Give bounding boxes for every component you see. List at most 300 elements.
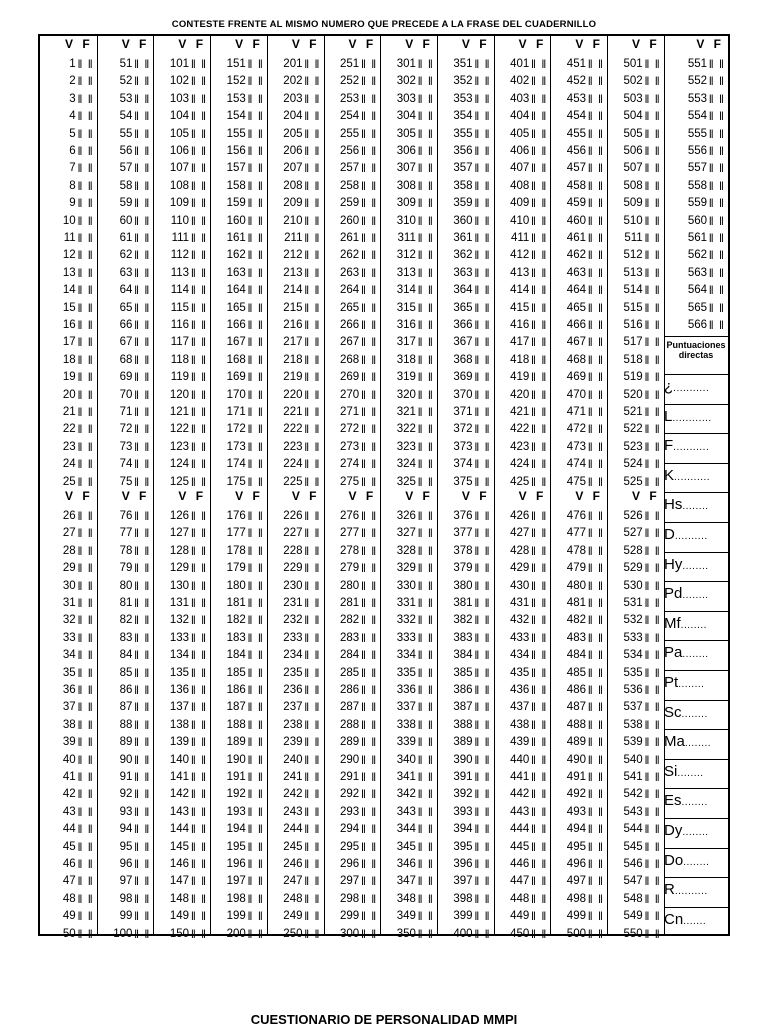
answer-boxes[interactable]: ‖ ‖ bbox=[531, 926, 548, 941]
answer-boxes[interactable]: ‖ ‖ bbox=[531, 300, 548, 315]
answer-boxes[interactable]: ‖ ‖ bbox=[587, 770, 604, 784]
answer-boxes[interactable]: ‖ ‖ bbox=[134, 735, 151, 750]
answer-boxes[interactable]: ‖ ‖ bbox=[247, 926, 264, 941]
answer-boxes[interactable]: ‖ ‖ bbox=[304, 804, 321, 819]
answer-boxes[interactable]: ‖ ‖ bbox=[531, 909, 548, 924]
answer-boxes[interactable]: ‖ ‖ bbox=[644, 57, 661, 71]
answer-boxes[interactable]: ‖ ‖ bbox=[644, 74, 661, 89]
answer-boxes[interactable]: ‖ ‖ bbox=[304, 596, 321, 610]
answer-boxes[interactable]: ‖ ‖ bbox=[134, 770, 151, 784]
answer-boxes[interactable]: ‖ ‖ bbox=[644, 335, 661, 350]
answer-boxes[interactable]: ‖ ‖ bbox=[708, 178, 725, 193]
score-blank[interactable]: ........ bbox=[681, 797, 708, 809]
answer-boxes[interactable]: ‖ ‖ bbox=[190, 439, 208, 454]
answer-boxes[interactable]: ‖ ‖ bbox=[644, 318, 661, 332]
answer-boxes[interactable]: ‖ ‖ bbox=[644, 874, 661, 889]
answer-boxes[interactable]: ‖ ‖ bbox=[474, 213, 491, 228]
answer-boxes[interactable]: ‖ ‖ bbox=[134, 891, 151, 906]
score-blank[interactable]: ............ bbox=[672, 412, 712, 424]
answer-boxes[interactable]: ‖ ‖ bbox=[474, 352, 491, 367]
answer-boxes[interactable]: ‖ ‖ bbox=[190, 630, 208, 645]
answer-boxes[interactable]: ‖ ‖ bbox=[587, 457, 604, 472]
answer-boxes[interactable]: ‖ ‖ bbox=[587, 543, 604, 558]
answer-boxes[interactable]: ‖ ‖ bbox=[190, 857, 208, 871]
answer-boxes[interactable]: ‖ ‖ bbox=[531, 109, 548, 124]
answer-boxes[interactable]: ‖ ‖ bbox=[134, 857, 151, 871]
answer-boxes[interactable]: ‖ ‖ bbox=[474, 126, 491, 141]
answer-boxes[interactable]: ‖ ‖ bbox=[304, 57, 321, 71]
answer-boxes[interactable]: ‖ ‖ bbox=[247, 787, 264, 802]
answer-boxes[interactable]: ‖ ‖ bbox=[708, 126, 725, 141]
answer-boxes[interactable]: ‖ ‖ bbox=[474, 248, 491, 263]
score-blank[interactable]: ........ bbox=[682, 560, 709, 572]
answer-boxes[interactable]: ‖ ‖ bbox=[77, 318, 94, 332]
answer-boxes[interactable]: ‖ ‖ bbox=[531, 161, 548, 176]
answer-boxes[interactable]: ‖ ‖ bbox=[247, 613, 264, 628]
answer-boxes[interactable]: ‖ ‖ bbox=[247, 665, 264, 680]
answer-boxes[interactable]: ‖ ‖ bbox=[77, 91, 94, 106]
answer-boxes[interactable]: ‖ ‖ bbox=[360, 509, 378, 523]
answer-boxes[interactable]: ‖ ‖ bbox=[134, 874, 151, 889]
answer-boxes[interactable]: ‖ ‖ bbox=[77, 926, 94, 941]
answer-boxes[interactable]: ‖ ‖ bbox=[474, 630, 491, 645]
answer-boxes[interactable]: ‖ ‖ bbox=[190, 909, 208, 924]
answer-boxes[interactable]: ‖ ‖ bbox=[134, 109, 151, 124]
answer-boxes[interactable]: ‖ ‖ bbox=[190, 109, 208, 124]
answer-boxes[interactable]: ‖ ‖ bbox=[304, 770, 321, 784]
answer-boxes[interactable]: ‖ ‖ bbox=[134, 457, 151, 472]
answer-boxes[interactable]: ‖ ‖ bbox=[134, 422, 151, 437]
answer-boxes[interactable]: ‖ ‖ bbox=[304, 161, 321, 176]
answer-boxes[interactable]: ‖ ‖ bbox=[417, 283, 434, 298]
answer-boxes[interactable]: ‖ ‖ bbox=[474, 787, 491, 802]
score-field[interactable] bbox=[664, 525, 726, 547]
answer-boxes[interactable]: ‖ ‖ bbox=[474, 665, 491, 680]
answer-boxes[interactable]: ‖ ‖ bbox=[417, 352, 434, 367]
answer-boxes[interactable]: ‖ ‖ bbox=[134, 370, 151, 385]
answer-boxes[interactable]: ‖ ‖ bbox=[474, 874, 491, 889]
answer-boxes[interactable]: ‖ ‖ bbox=[304, 439, 321, 454]
answer-boxes[interactable]: ‖ ‖ bbox=[304, 857, 321, 871]
answer-boxes[interactable]: ‖ ‖ bbox=[134, 474, 151, 489]
answer-boxes[interactable]: ‖ ‖ bbox=[77, 248, 94, 263]
answer-boxes[interactable]: ‖ ‖ bbox=[77, 787, 94, 802]
answer-boxes[interactable]: ‖ ‖ bbox=[644, 422, 661, 437]
answer-boxes[interactable]: ‖ ‖ bbox=[190, 126, 208, 141]
answer-boxes[interactable]: ‖ ‖ bbox=[644, 126, 661, 141]
score-field[interactable] bbox=[664, 377, 726, 399]
answer-boxes[interactable]: ‖ ‖ bbox=[417, 543, 434, 558]
answer-boxes[interactable]: ‖ ‖ bbox=[474, 509, 491, 523]
answer-boxes[interactable]: ‖ ‖ bbox=[644, 700, 661, 715]
answer-boxes[interactable]: ‖ ‖ bbox=[644, 648, 661, 663]
answer-boxes[interactable]: ‖ ‖ bbox=[531, 196, 548, 211]
answer-boxes[interactable]: ‖ ‖ bbox=[77, 857, 94, 871]
answer-boxes[interactable]: ‖ ‖ bbox=[417, 926, 434, 941]
answer-boxes[interactable]: ‖ ‖ bbox=[77, 717, 94, 732]
answer-boxes[interactable]: ‖ ‖ bbox=[134, 144, 151, 158]
answer-boxes[interactable]: ‖ ‖ bbox=[190, 318, 208, 332]
answer-boxes[interactable]: ‖ ‖ bbox=[134, 700, 151, 715]
answer-boxes[interactable]: ‖ ‖ bbox=[304, 822, 321, 837]
answer-boxes[interactable]: ‖ ‖ bbox=[360, 613, 378, 628]
score-blank[interactable]: ........ bbox=[682, 590, 709, 602]
answer-boxes[interactable]: ‖ ‖ bbox=[708, 57, 725, 71]
answer-boxes[interactable]: ‖ ‖ bbox=[77, 161, 94, 176]
answer-boxes[interactable]: ‖ ‖ bbox=[587, 318, 604, 332]
answer-boxes[interactable]: ‖ ‖ bbox=[417, 665, 434, 680]
answer-boxes[interactable]: ‖ ‖ bbox=[417, 683, 434, 697]
answer-boxes[interactable]: ‖ ‖ bbox=[417, 161, 434, 176]
answer-boxes[interactable]: ‖ ‖ bbox=[531, 509, 548, 523]
answer-boxes[interactable]: ‖ ‖ bbox=[134, 283, 151, 298]
answer-boxes[interactable]: ‖ ‖ bbox=[360, 909, 378, 924]
answer-boxes[interactable]: ‖ ‖ bbox=[190, 526, 208, 541]
answer-boxes[interactable]: ‖ ‖ bbox=[77, 509, 94, 523]
answer-boxes[interactable]: ‖ ‖ bbox=[304, 839, 321, 854]
answer-boxes[interactable]: ‖ ‖ bbox=[247, 526, 264, 541]
answer-boxes[interactable]: ‖ ‖ bbox=[247, 561, 264, 576]
answer-boxes[interactable]: ‖ ‖ bbox=[587, 57, 604, 71]
answer-boxes[interactable]: ‖ ‖ bbox=[474, 561, 491, 576]
answer-boxes[interactable]: ‖ ‖ bbox=[417, 822, 434, 837]
answer-boxes[interactable]: ‖ ‖ bbox=[190, 474, 208, 489]
answer-boxes[interactable]: ‖ ‖ bbox=[360, 126, 378, 141]
answer-boxes[interactable]: ‖ ‖ bbox=[134, 665, 151, 680]
answer-boxes[interactable]: ‖ ‖ bbox=[77, 665, 94, 680]
answer-boxes[interactable]: ‖ ‖ bbox=[360, 178, 378, 193]
answer-boxes[interactable]: ‖ ‖ bbox=[708, 91, 725, 106]
answer-boxes[interactable]: ‖ ‖ bbox=[360, 839, 378, 854]
answer-boxes[interactable]: ‖ ‖ bbox=[587, 857, 604, 871]
answer-boxes[interactable]: ‖ ‖ bbox=[304, 735, 321, 750]
answer-boxes[interactable]: ‖ ‖ bbox=[304, 561, 321, 576]
answer-boxes[interactable]: ‖ ‖ bbox=[247, 196, 264, 211]
answer-boxes[interactable]: ‖ ‖ bbox=[474, 91, 491, 106]
answer-boxes[interactable]: ‖ ‖ bbox=[247, 909, 264, 924]
answer-boxes[interactable]: ‖ ‖ bbox=[134, 752, 151, 767]
answer-boxes[interactable]: ‖ ‖ bbox=[644, 752, 661, 767]
answer-boxes[interactable]: ‖ ‖ bbox=[247, 543, 264, 558]
answer-boxes[interactable]: ‖ ‖ bbox=[474, 283, 491, 298]
answer-boxes[interactable]: ‖ ‖ bbox=[134, 683, 151, 697]
answer-boxes[interactable]: ‖ ‖ bbox=[247, 91, 264, 106]
answer-boxes[interactable]: ‖ ‖ bbox=[134, 804, 151, 819]
answer-boxes[interactable]: ‖ ‖ bbox=[587, 265, 604, 280]
answer-boxes[interactable]: ‖ ‖ bbox=[190, 683, 208, 697]
answer-boxes[interactable]: ‖ ‖ bbox=[531, 717, 548, 732]
answer-boxes[interactable]: ‖ ‖ bbox=[247, 422, 264, 437]
score-field[interactable] bbox=[664, 791, 726, 813]
answer-boxes[interactable]: ‖ ‖ bbox=[190, 335, 208, 350]
answer-boxes[interactable]: ‖ ‖ bbox=[304, 543, 321, 558]
answer-boxes[interactable]: ‖ ‖ bbox=[644, 300, 661, 315]
answer-boxes[interactable]: ‖ ‖ bbox=[304, 318, 321, 332]
answer-boxes[interactable]: ‖ ‖ bbox=[190, 613, 208, 628]
answer-boxes[interactable]: ‖ ‖ bbox=[190, 387, 208, 402]
answer-boxes[interactable]: ‖ ‖ bbox=[304, 144, 321, 158]
answer-boxes[interactable]: ‖ ‖ bbox=[77, 578, 94, 593]
answer-boxes[interactable]: ‖ ‖ bbox=[417, 891, 434, 906]
answer-boxes[interactable]: ‖ ‖ bbox=[531, 543, 548, 558]
answer-boxes[interactable]: ‖ ‖ bbox=[531, 178, 548, 193]
answer-boxes[interactable]: ‖ ‖ bbox=[360, 770, 378, 784]
answer-boxes[interactable]: ‖ ‖ bbox=[474, 578, 491, 593]
answer-boxes[interactable]: ‖ ‖ bbox=[304, 126, 321, 141]
answer-boxes[interactable]: ‖ ‖ bbox=[134, 248, 151, 263]
answer-boxes[interactable]: ‖ ‖ bbox=[77, 213, 94, 228]
score-blank[interactable]: ........ bbox=[682, 501, 709, 513]
answer-boxes[interactable]: ‖ ‖ bbox=[77, 596, 94, 610]
answer-boxes[interactable]: ‖ ‖ bbox=[708, 196, 725, 211]
answer-boxes[interactable]: ‖ ‖ bbox=[134, 648, 151, 663]
answer-boxes[interactable]: ‖ ‖ bbox=[247, 874, 264, 889]
answer-boxes[interactable]: ‖ ‖ bbox=[474, 613, 491, 628]
answer-boxes[interactable]: ‖ ‖ bbox=[77, 770, 94, 784]
score-blank[interactable]: ........ bbox=[681, 708, 708, 720]
answer-boxes[interactable]: ‖ ‖ bbox=[190, 248, 208, 263]
answer-boxes[interactable]: ‖ ‖ bbox=[360, 196, 378, 211]
answer-boxes[interactable]: ‖ ‖ bbox=[417, 178, 434, 193]
answer-boxes[interactable]: ‖ ‖ bbox=[531, 648, 548, 663]
answer-boxes[interactable]: ‖ ‖ bbox=[474, 909, 491, 924]
answer-boxes[interactable]: ‖ ‖ bbox=[304, 509, 321, 523]
answer-boxes[interactable]: ‖ ‖ bbox=[531, 231, 548, 245]
answer-boxes[interactable]: ‖ ‖ bbox=[474, 474, 491, 489]
answer-boxes[interactable]: ‖ ‖ bbox=[531, 74, 548, 89]
answer-boxes[interactable]: ‖ ‖ bbox=[304, 231, 321, 245]
answer-boxes[interactable]: ‖ ‖ bbox=[360, 700, 378, 715]
answer-boxes[interactable]: ‖ ‖ bbox=[587, 370, 604, 385]
answer-boxes[interactable]: ‖ ‖ bbox=[587, 926, 604, 941]
answer-boxes[interactable]: ‖ ‖ bbox=[587, 161, 604, 176]
answer-boxes[interactable]: ‖ ‖ bbox=[417, 578, 434, 593]
answer-boxes[interactable]: ‖ ‖ bbox=[531, 665, 548, 680]
answer-boxes[interactable]: ‖ ‖ bbox=[134, 161, 151, 176]
answer-boxes[interactable]: ‖ ‖ bbox=[644, 770, 661, 784]
answer-boxes[interactable]: ‖ ‖ bbox=[531, 387, 548, 402]
answer-boxes[interactable]: ‖ ‖ bbox=[190, 422, 208, 437]
answer-boxes[interactable]: ‖ ‖ bbox=[360, 405, 378, 419]
answer-boxes[interactable]: ‖ ‖ bbox=[134, 717, 151, 732]
score-blank[interactable]: ........ bbox=[677, 767, 704, 779]
answer-boxes[interactable]: ‖ ‖ bbox=[360, 665, 378, 680]
answer-boxes[interactable]: ‖ ‖ bbox=[304, 370, 321, 385]
answer-boxes[interactable]: ‖ ‖ bbox=[644, 926, 661, 941]
answer-boxes[interactable]: ‖ ‖ bbox=[531, 752, 548, 767]
answer-boxes[interactable]: ‖ ‖ bbox=[587, 717, 604, 732]
answer-boxes[interactable]: ‖ ‖ bbox=[417, 509, 434, 523]
answer-boxes[interactable]: ‖ ‖ bbox=[587, 91, 604, 106]
answer-boxes[interactable]: ‖ ‖ bbox=[247, 770, 264, 784]
answer-boxes[interactable]: ‖ ‖ bbox=[304, 717, 321, 732]
answer-boxes[interactable]: ‖ ‖ bbox=[77, 474, 94, 489]
answer-boxes[interactable]: ‖ ‖ bbox=[247, 474, 264, 489]
answer-boxes[interactable]: ‖ ‖ bbox=[304, 630, 321, 645]
answer-boxes[interactable]: ‖ ‖ bbox=[190, 265, 208, 280]
score-blank[interactable]: ........ bbox=[682, 827, 709, 838]
answer-boxes[interactable]: ‖ ‖ bbox=[134, 231, 151, 245]
answer-boxes[interactable]: ‖ ‖ bbox=[360, 57, 378, 71]
answer-boxes[interactable]: ‖ ‖ bbox=[134, 613, 151, 628]
answer-boxes[interactable]: ‖ ‖ bbox=[360, 717, 378, 732]
answer-boxes[interactable]: ‖ ‖ bbox=[531, 352, 548, 367]
answer-boxes[interactable]: ‖ ‖ bbox=[247, 213, 264, 228]
answer-boxes[interactable]: ‖ ‖ bbox=[190, 509, 208, 523]
answer-boxes[interactable]: ‖ ‖ bbox=[708, 300, 725, 315]
answer-boxes[interactable]: ‖ ‖ bbox=[77, 231, 94, 245]
answer-boxes[interactable]: ‖ ‖ bbox=[360, 370, 378, 385]
answer-boxes[interactable]: ‖ ‖ bbox=[190, 717, 208, 732]
answer-boxes[interactable]: ‖ ‖ bbox=[587, 387, 604, 402]
answer-boxes[interactable]: ‖ ‖ bbox=[531, 335, 548, 350]
answer-boxes[interactable]: ‖ ‖ bbox=[247, 178, 264, 193]
answer-boxes[interactable]: ‖ ‖ bbox=[77, 178, 94, 193]
answer-boxes[interactable]: ‖ ‖ bbox=[474, 144, 491, 158]
answer-boxes[interactable]: ‖ ‖ bbox=[134, 178, 151, 193]
answer-boxes[interactable]: ‖ ‖ bbox=[417, 370, 434, 385]
answer-boxes[interactable]: ‖ ‖ bbox=[531, 91, 548, 106]
answer-boxes[interactable]: ‖ ‖ bbox=[417, 387, 434, 402]
answer-boxes[interactable]: ‖ ‖ bbox=[190, 665, 208, 680]
answer-boxes[interactable]: ‖ ‖ bbox=[77, 683, 94, 697]
answer-boxes[interactable]: ‖ ‖ bbox=[531, 422, 548, 437]
answer-boxes[interactable]: ‖ ‖ bbox=[190, 926, 208, 941]
answer-boxes[interactable]: ‖ ‖ bbox=[134, 335, 151, 350]
answer-boxes[interactable]: ‖ ‖ bbox=[360, 787, 378, 802]
answer-boxes[interactable]: ‖ ‖ bbox=[417, 735, 434, 750]
answer-boxes[interactable]: ‖ ‖ bbox=[474, 265, 491, 280]
answer-boxes[interactable]: ‖ ‖ bbox=[644, 405, 661, 419]
answer-boxes[interactable]: ‖ ‖ bbox=[247, 735, 264, 750]
answer-boxes[interactable]: ‖ ‖ bbox=[247, 596, 264, 610]
answer-boxes[interactable]: ‖ ‖ bbox=[417, 109, 434, 124]
answer-boxes[interactable]: ‖ ‖ bbox=[360, 439, 378, 454]
answer-boxes[interactable]: ‖ ‖ bbox=[417, 91, 434, 106]
answer-boxes[interactable]: ‖ ‖ bbox=[247, 248, 264, 263]
answer-boxes[interactable]: ‖ ‖ bbox=[360, 891, 378, 906]
answer-boxes[interactable]: ‖ ‖ bbox=[587, 804, 604, 819]
answer-boxes[interactable]: ‖ ‖ bbox=[360, 578, 378, 593]
answer-boxes[interactable]: ‖ ‖ bbox=[417, 196, 434, 211]
answer-boxes[interactable]: ‖ ‖ bbox=[417, 717, 434, 732]
answer-boxes[interactable]: ‖ ‖ bbox=[360, 874, 378, 889]
answer-boxes[interactable]: ‖ ‖ bbox=[134, 543, 151, 558]
answer-boxes[interactable]: ‖ ‖ bbox=[474, 543, 491, 558]
answer-boxes[interactable]: ‖ ‖ bbox=[417, 857, 434, 871]
answer-boxes[interactable]: ‖ ‖ bbox=[247, 822, 264, 837]
score-field[interactable] bbox=[664, 910, 726, 932]
answer-boxes[interactable]: ‖ ‖ bbox=[708, 144, 725, 158]
answer-boxes[interactable]: ‖ ‖ bbox=[417, 74, 434, 89]
answer-boxes[interactable]: ‖ ‖ bbox=[417, 839, 434, 854]
answer-boxes[interactable]: ‖ ‖ bbox=[644, 665, 661, 680]
answer-boxes[interactable]: ‖ ‖ bbox=[77, 543, 94, 558]
answer-boxes[interactable]: ‖ ‖ bbox=[304, 683, 321, 697]
answer-boxes[interactable]: ‖ ‖ bbox=[708, 161, 725, 176]
answer-boxes[interactable]: ‖ ‖ bbox=[360, 74, 378, 89]
score-field[interactable] bbox=[664, 495, 726, 517]
answer-boxes[interactable]: ‖ ‖ bbox=[531, 630, 548, 645]
answer-boxes[interactable]: ‖ ‖ bbox=[247, 405, 264, 419]
answer-boxes[interactable]: ‖ ‖ bbox=[360, 248, 378, 263]
answer-boxes[interactable]: ‖ ‖ bbox=[134, 405, 151, 419]
answer-boxes[interactable]: ‖ ‖ bbox=[247, 509, 264, 523]
answer-boxes[interactable]: ‖ ‖ bbox=[417, 335, 434, 350]
answer-boxes[interactable]: ‖ ‖ bbox=[531, 891, 548, 906]
answer-boxes[interactable]: ‖ ‖ bbox=[247, 283, 264, 298]
answer-boxes[interactable]: ‖ ‖ bbox=[190, 57, 208, 71]
answer-boxes[interactable]: ‖ ‖ bbox=[304, 335, 321, 350]
score-blank[interactable]: ........... bbox=[673, 383, 710, 394]
answer-boxes[interactable]: ‖ ‖ bbox=[247, 457, 264, 472]
answer-boxes[interactable]: ‖ ‖ bbox=[587, 352, 604, 367]
answer-boxes[interactable]: ‖ ‖ bbox=[247, 144, 264, 158]
answer-boxes[interactable]: ‖ ‖ bbox=[77, 613, 94, 628]
answer-boxes[interactable]: ‖ ‖ bbox=[531, 457, 548, 472]
answer-boxes[interactable]: ‖ ‖ bbox=[587, 909, 604, 924]
answer-boxes[interactable]: ‖ ‖ bbox=[77, 439, 94, 454]
score-blank[interactable]: ........ bbox=[684, 738, 712, 750]
answer-boxes[interactable]: ‖ ‖ bbox=[77, 300, 94, 315]
answer-boxes[interactable]: ‖ ‖ bbox=[417, 265, 434, 280]
answer-boxes[interactable]: ‖ ‖ bbox=[587, 630, 604, 645]
answer-boxes[interactable]: ‖ ‖ bbox=[417, 526, 434, 541]
answer-boxes[interactable]: ‖ ‖ bbox=[190, 787, 208, 802]
answer-boxes[interactable]: ‖ ‖ bbox=[134, 126, 151, 141]
answer-boxes[interactable]: ‖ ‖ bbox=[77, 109, 94, 124]
answer-boxes[interactable]: ‖ ‖ bbox=[247, 717, 264, 732]
answer-boxes[interactable]: ‖ ‖ bbox=[587, 439, 604, 454]
answer-boxes[interactable]: ‖ ‖ bbox=[417, 457, 434, 472]
answer-boxes[interactable]: ‖ ‖ bbox=[474, 822, 491, 837]
answer-boxes[interactable]: ‖ ‖ bbox=[360, 300, 378, 315]
score-field[interactable] bbox=[664, 880, 726, 902]
answer-boxes[interactable]: ‖ ‖ bbox=[644, 352, 661, 367]
answer-boxes[interactable]: ‖ ‖ bbox=[360, 109, 378, 124]
answer-boxes[interactable]: ‖ ‖ bbox=[134, 318, 151, 332]
answer-boxes[interactable]: ‖ ‖ bbox=[360, 526, 378, 541]
answer-boxes[interactable]: ‖ ‖ bbox=[587, 300, 604, 315]
answer-boxes[interactable]: ‖ ‖ bbox=[304, 422, 321, 437]
answer-boxes[interactable]: ‖ ‖ bbox=[644, 804, 661, 819]
answer-boxes[interactable]: ‖ ‖ bbox=[360, 630, 378, 645]
score-field[interactable] bbox=[664, 407, 726, 429]
answer-boxes[interactable]: ‖ ‖ bbox=[474, 926, 491, 941]
answer-boxes[interactable]: ‖ ‖ bbox=[77, 335, 94, 350]
answer-boxes[interactable]: ‖ ‖ bbox=[77, 352, 94, 367]
answer-boxes[interactable]: ‖ ‖ bbox=[247, 300, 264, 315]
answer-boxes[interactable]: ‖ ‖ bbox=[190, 457, 208, 472]
answer-boxes[interactable]: ‖ ‖ bbox=[190, 770, 208, 784]
answer-boxes[interactable]: ‖ ‖ bbox=[417, 770, 434, 784]
answer-boxes[interactable]: ‖ ‖ bbox=[304, 300, 321, 315]
answer-boxes[interactable]: ‖ ‖ bbox=[417, 474, 434, 489]
score-blank[interactable]: .......... bbox=[674, 886, 708, 898]
answer-boxes[interactable]: ‖ ‖ bbox=[134, 265, 151, 280]
score-field[interactable] bbox=[664, 732, 726, 754]
answer-boxes[interactable]: ‖ ‖ bbox=[474, 596, 491, 610]
answer-boxes[interactable]: ‖ ‖ bbox=[77, 387, 94, 402]
answer-boxes[interactable]: ‖ ‖ bbox=[644, 248, 661, 263]
answer-boxes[interactable]: ‖ ‖ bbox=[134, 822, 151, 837]
answer-boxes[interactable]: ‖ ‖ bbox=[190, 874, 208, 889]
answer-boxes[interactable]: ‖ ‖ bbox=[360, 857, 378, 871]
answer-boxes[interactable]: ‖ ‖ bbox=[360, 318, 378, 332]
answer-boxes[interactable]: ‖ ‖ bbox=[474, 735, 491, 750]
answer-boxes[interactable]: ‖ ‖ bbox=[77, 457, 94, 472]
answer-boxes[interactable]: ‖ ‖ bbox=[587, 509, 604, 523]
